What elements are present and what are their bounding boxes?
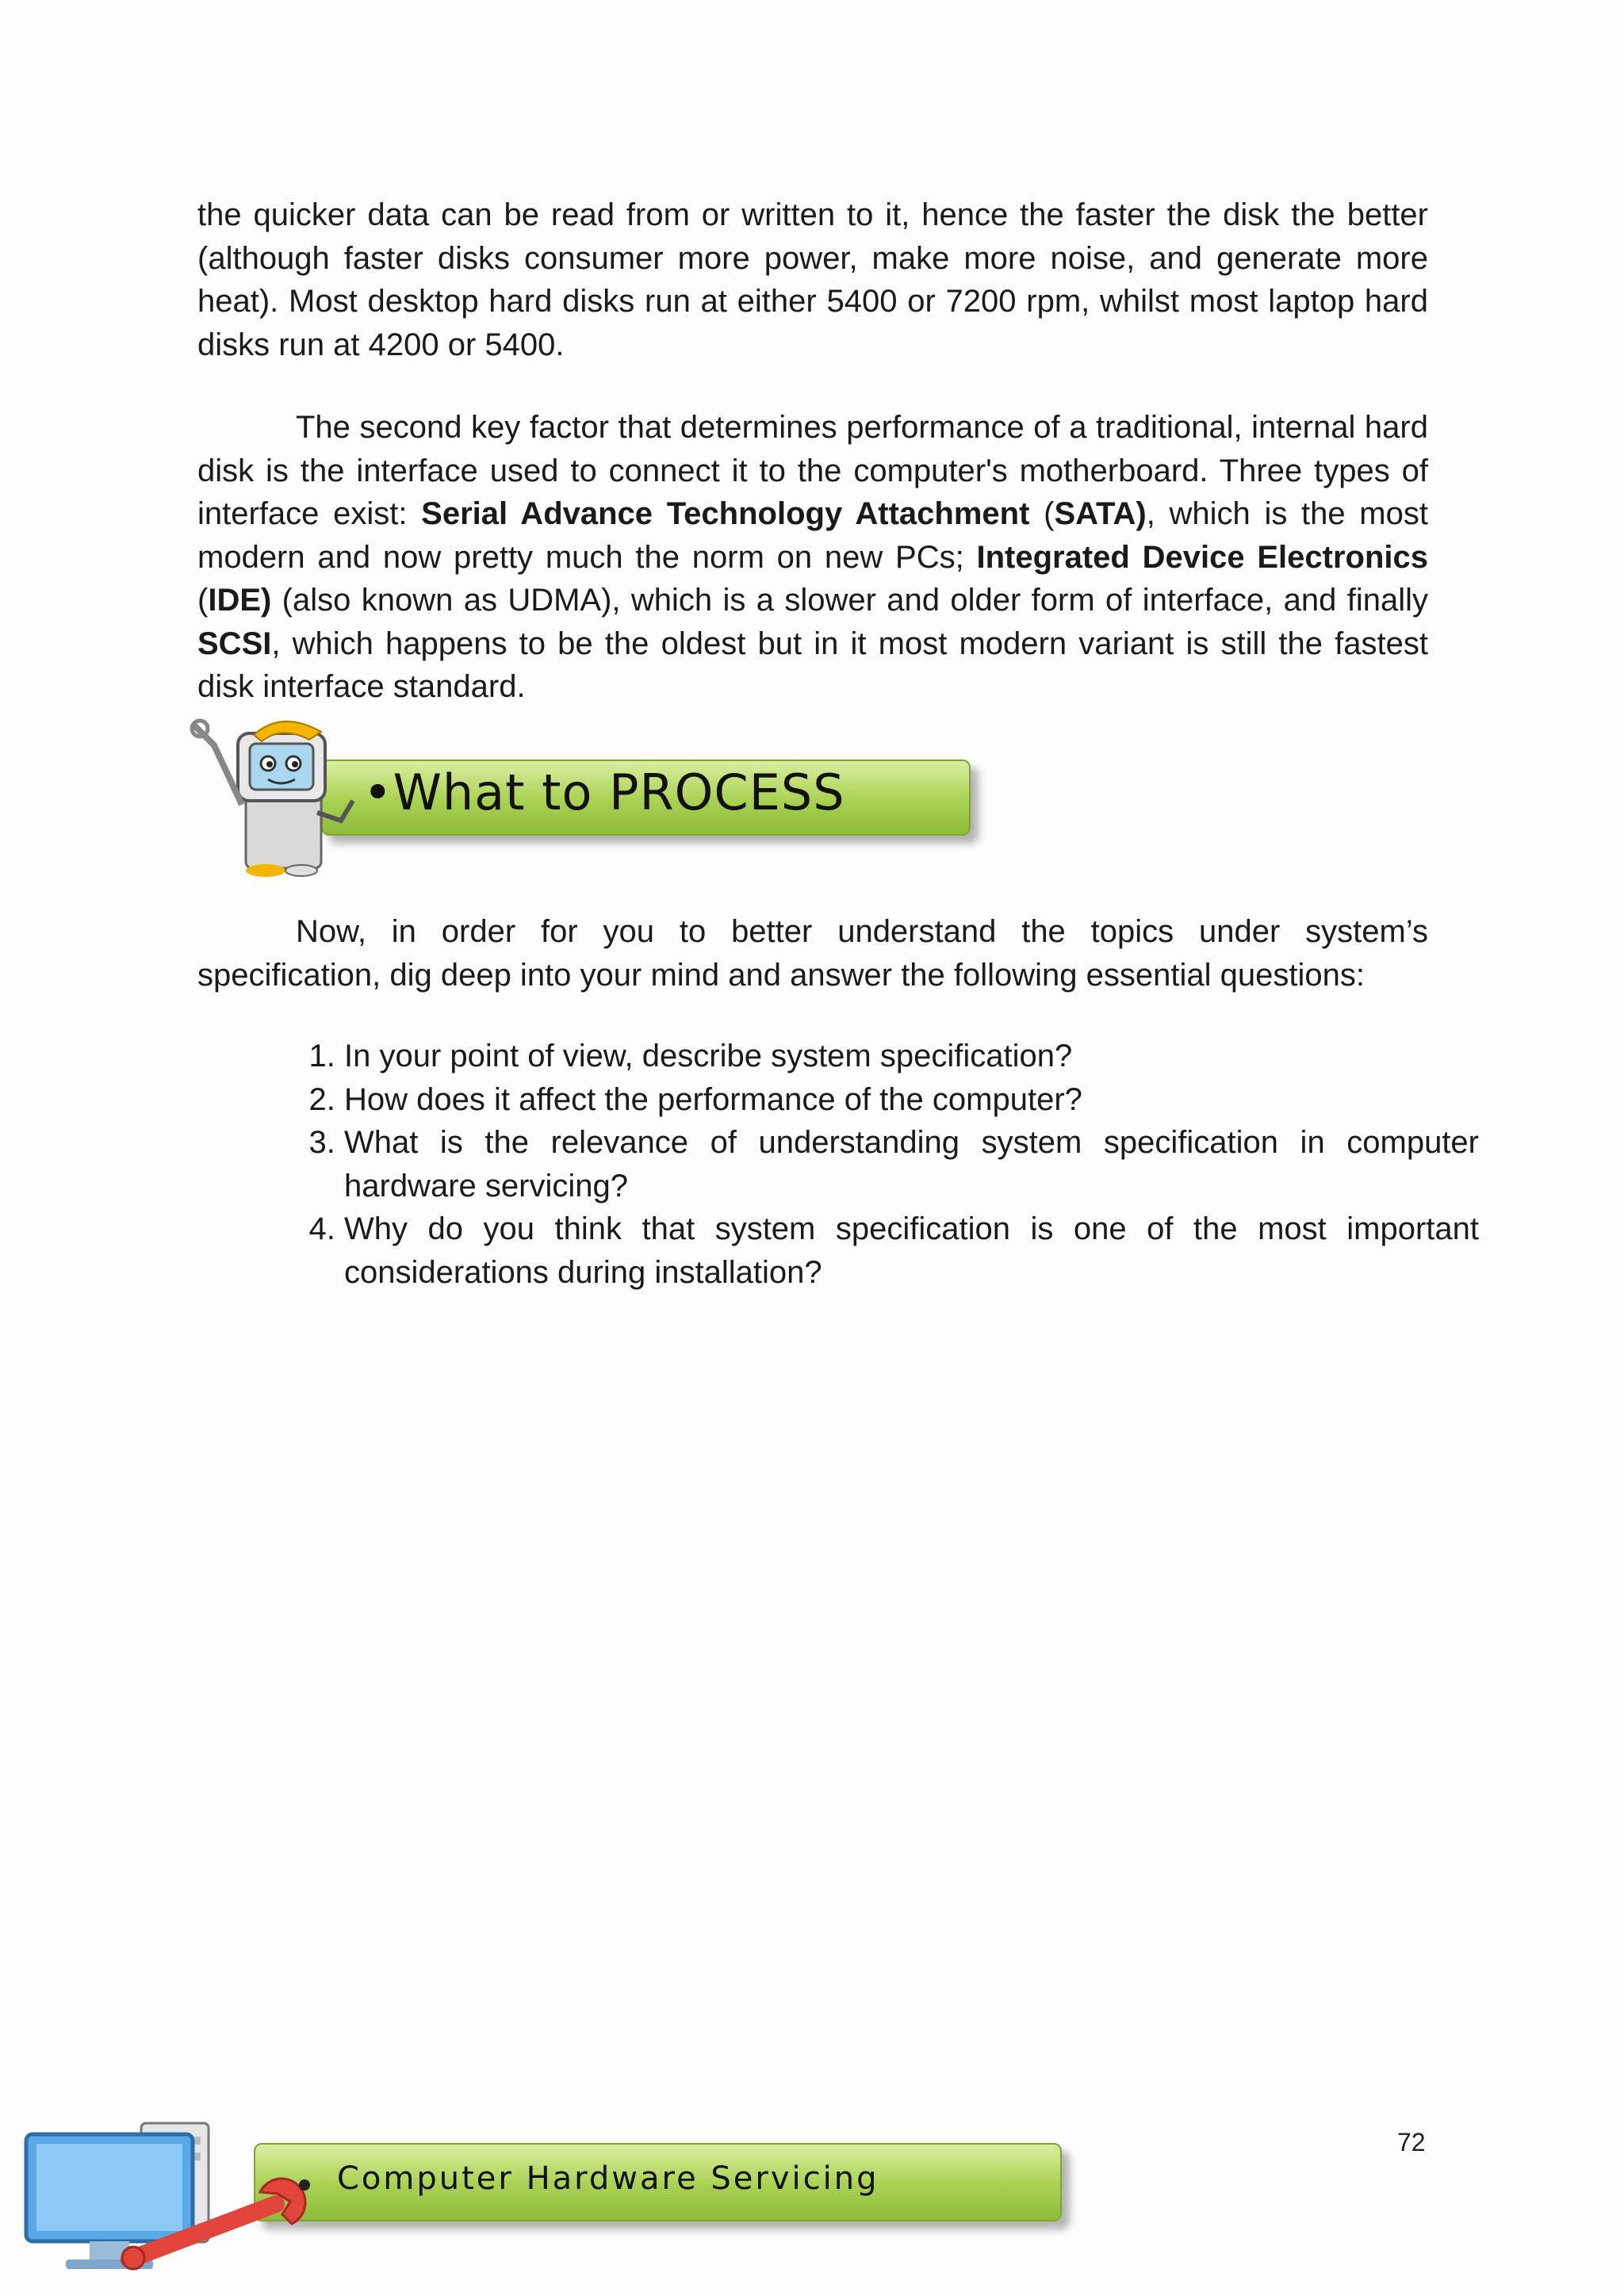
text-run: ( [1029,496,1055,531]
page-number: 72 [1397,2128,1426,2156]
term-sata-full: Serial Advance Technology Attachment [421,496,1030,531]
term-scsi: SCSI [197,626,272,661]
list-item: 4. Why do you think that system specification is one of the most important considerations during installation? [344,1207,1479,1294]
paragraph-interface [197,406,1428,709]
text-run: (also known as UDMA), which is a slower and older form of interface, and finally [271,583,1428,618]
robot-mascot-icon [190,718,365,876]
list-item: 2. How does it affect the performance of the computer? [344,1078,1479,1122]
term-sata: SATA) [1054,496,1147,531]
computer-wrench-icon [22,2117,339,2275]
paragraph-intro-questions: Now, in order for you to better understand the topics under system’s specification, dig deep into your mind and answer the following essential questions: [197,914,1428,993]
term-ide-full: Integrated Device Electronics [976,539,1429,575]
text-run: The second key factor that determines performance of a traditional, internal hard disk is the interface used to connect it to the computer's motherboard. Three types of interface exist: [197,410,1428,531]
text-run: ( [197,583,209,618]
term-ide: IDE) [208,583,272,618]
list-item: 3. What is the relevance of understanding system specification in computer hardware servicing? [344,1121,1479,1207]
text-run: , which is the most modern and now pretty much the norm on new PCs; [197,496,1428,575]
text-run: , which happens to be the oldest but in it most modern variant is still the fastest disk interface standard. [197,626,1428,704]
paragraph-rpm: the quicker data can be read from or written to it, hence the faster the disk the better (although faster disks consumer more power, make more noise, and generate more heat). Most desktop hard disks run at either 5400 or 7200 rpm, whilst most laptop hard disks run at 4200 or 5400. [197,197,1428,362]
footer-title: Computer Hardware Servicing [337,2160,879,2197]
essential-questions-list [293,1035,1479,1294]
section-banner-title: •What to PROCESS [363,763,845,821]
list-item: 1. In your point of view, describe system specification? [344,1035,1479,1078]
